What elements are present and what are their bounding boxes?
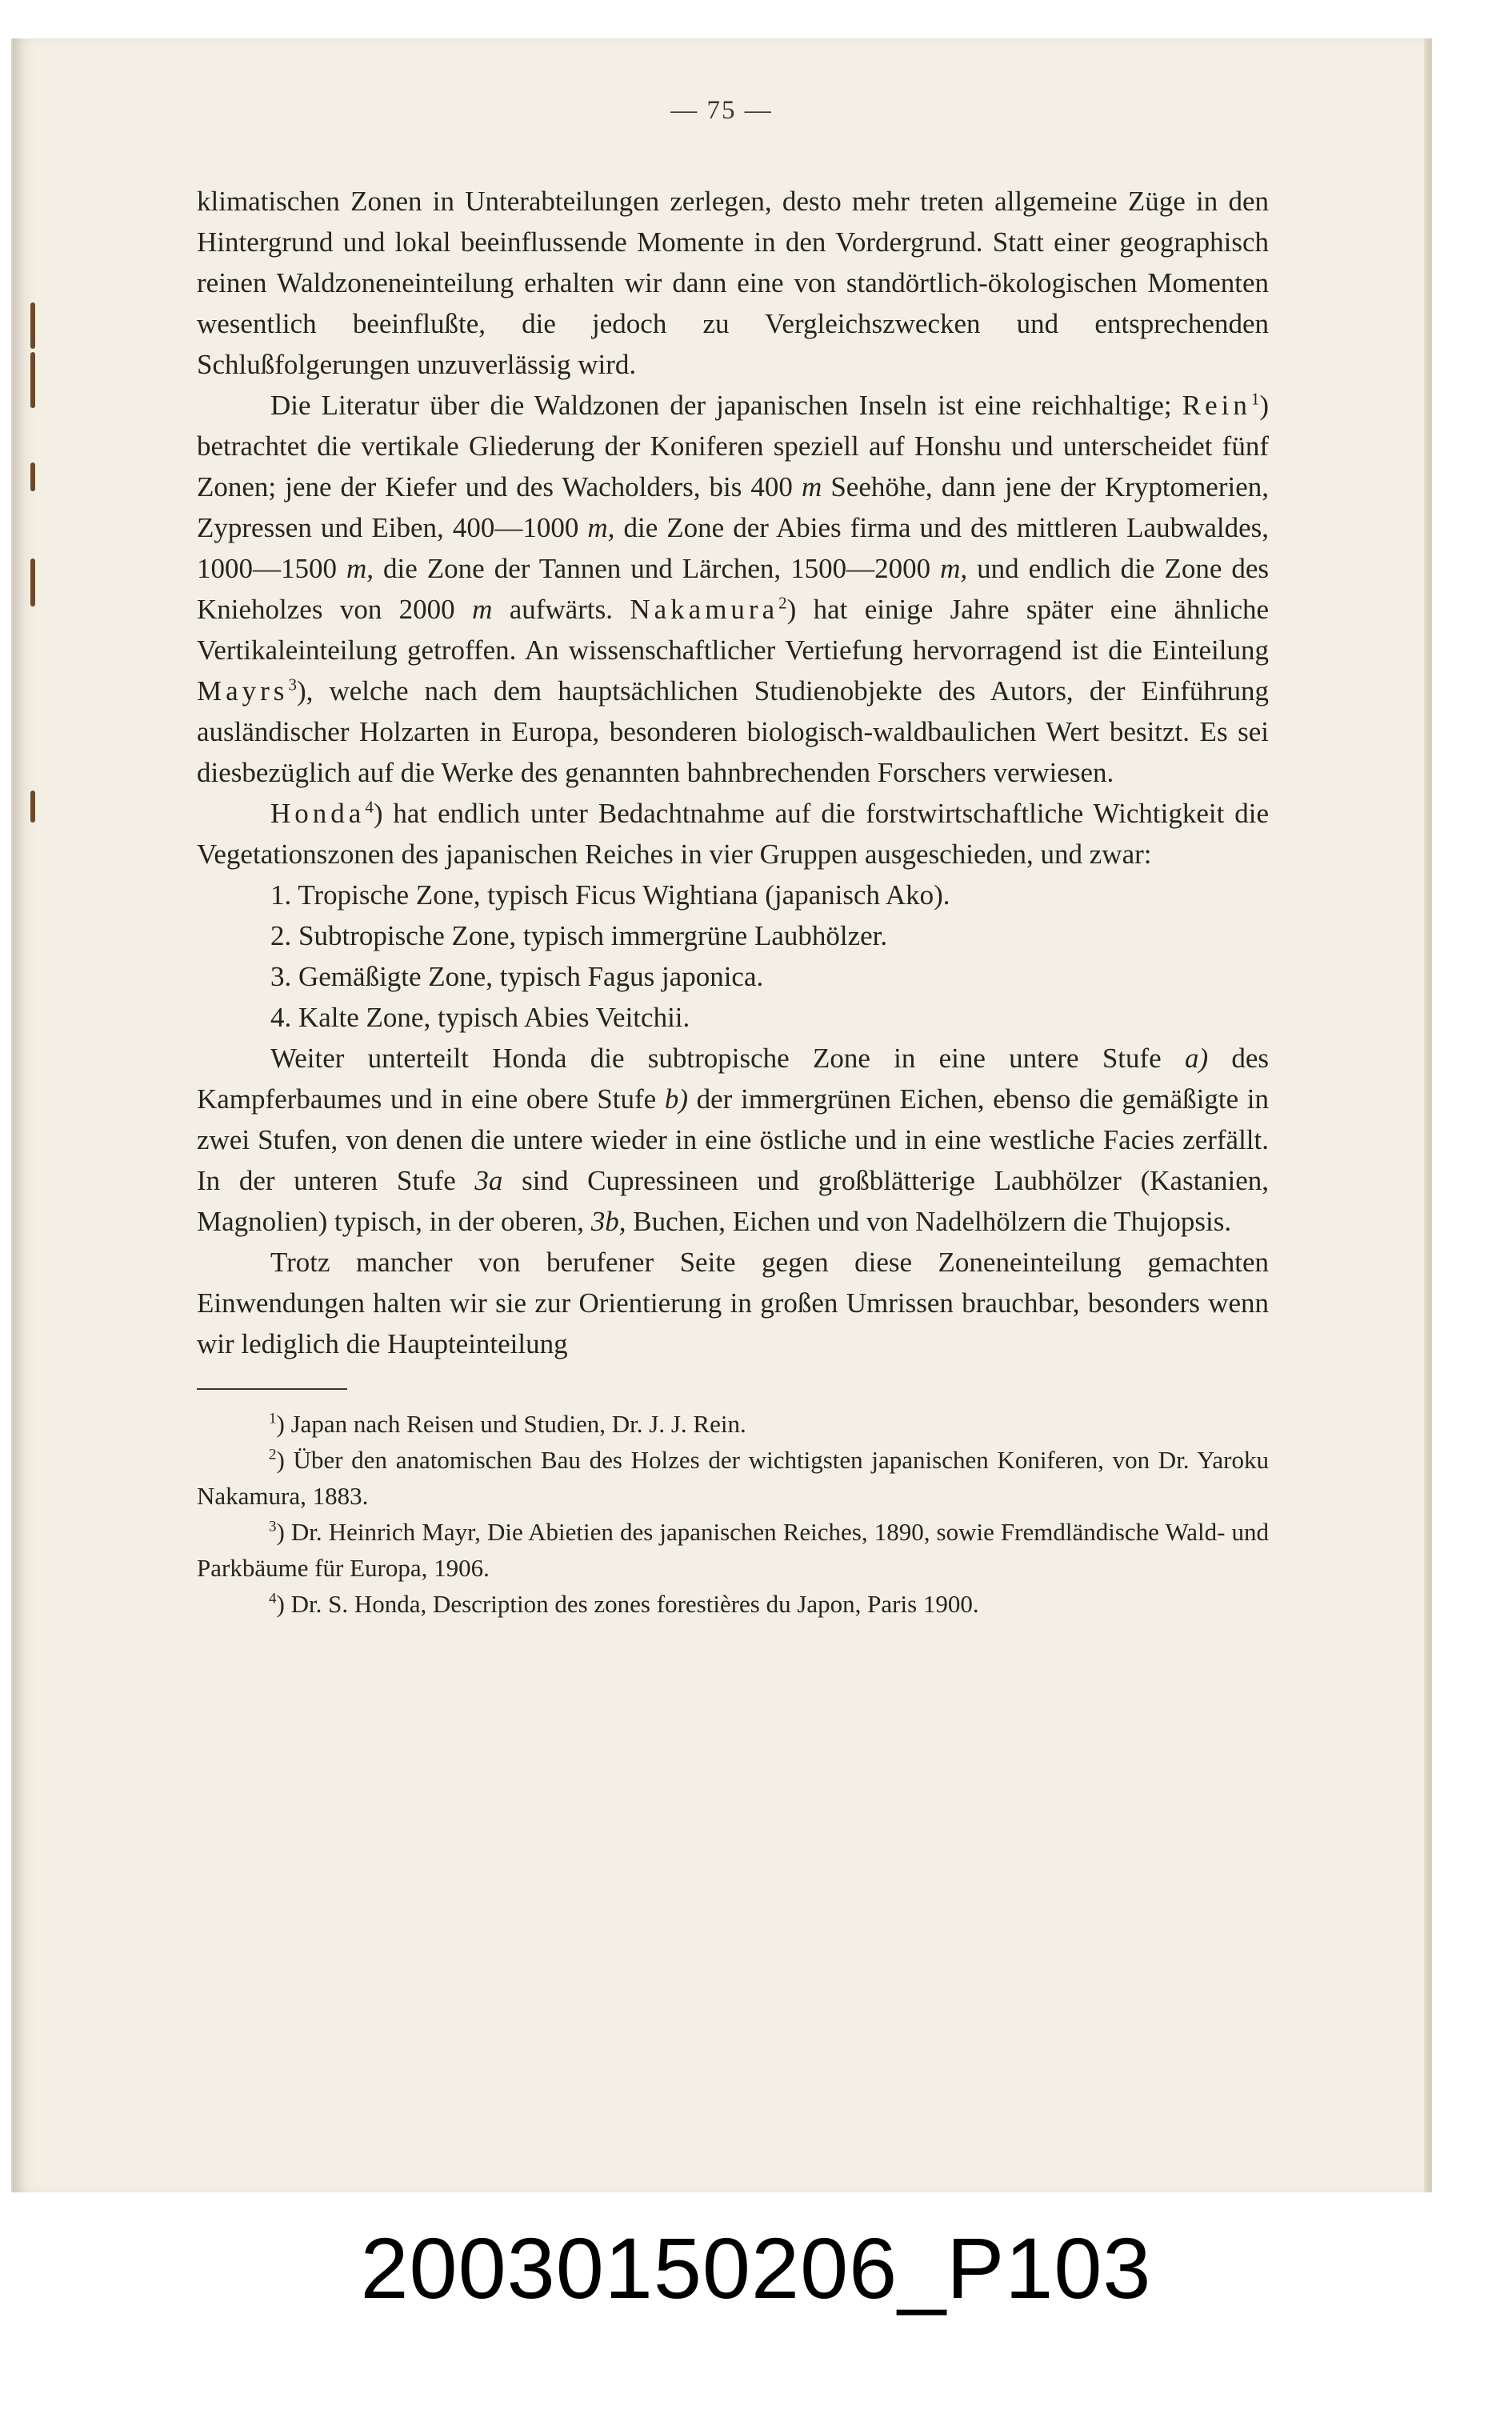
unit: m,: [940, 553, 968, 584]
footnote-mark: 1: [269, 1410, 277, 1427]
text-run: und endlich die Zone des Knieholzes von 2000: [197, 553, 1270, 625]
text-run: ), welche nach dem hauptsächlichen Studienobjekte des Autors, der Einführung ausländischer Holzarten in Europa, besonderen biologisch-waldbaulichen Wert besitzt. Es sei diesbezüglich auf die Werke des genannten bahnbrechenden Forschers verwiesen.: [197, 675, 1269, 788]
image-id-caption: 20030150206_P103: [360, 2220, 1152, 2316]
text-run: Die Literatur über die Waldzonen der japanischen Inseln ist eine reichhaltige;: [270, 390, 1172, 421]
text-run: die Zone der Tannen und Lärchen, 1500—2000: [383, 553, 931, 584]
author-name: Rein: [1182, 390, 1251, 421]
book-page: [11, 38, 1430, 2192]
stage-label: b): [664, 1083, 688, 1115]
text-run: Seehöhe, dann jene der Kryptomerien, Zypressen und Eiben, 400—1000: [197, 471, 1269, 543]
unit: m: [802, 471, 822, 502]
list-item: 1. Tropische Zone, typisch Ficus Wightiana (japanisch Ako).: [270, 879, 950, 911]
paragraph-5: Trotz mancher von berufener Seite gegen diese Zoneneinteilung gemachten Einwendungen halten wir sie zur Orientierung in großen Umrissen brauchbar, besonders wenn wir lediglich die Haupteinteilung: [197, 1247, 1269, 1359]
binding-mark: [30, 791, 35, 823]
stage-label: 3b,: [590, 1206, 626, 1237]
footnote-4: [197, 1586, 1269, 1622]
paragraph-4: [197, 1038, 1269, 1242]
body-text: [197, 181, 1269, 1622]
text-run: des Kampferbaumes und in eine obere Stufe: [197, 1043, 1270, 1115]
footnote-ref: 4: [365, 797, 374, 817]
list-item: 3. Gemäßigte Zone, typisch Fagus japonica.: [270, 961, 764, 992]
text-run: ) hat einige Jahre später eine ähnliche Vertikaleinteilung getroffen. An wissenschaftlicher Vertiefung hervorragend ist die Einteilung: [197, 594, 1270, 666]
footnote-divider: [197, 1388, 347, 1390]
binding-mark: [30, 558, 35, 607]
footnote-1: [197, 1406, 1269, 1442]
footnote-mark: 4: [269, 1590, 277, 1607]
text-run: der immergrünen Eichen, ebenso die gemäßigte in zwei Stufen, von denen die untere wieder in eine östliche und in eine westliche Facies zerfällt. In der unteren Stufe: [197, 1083, 1270, 1196]
text-run: ) hat endlich unter Bedachtnahme auf die forstwirtschaftliche Wichtigkeit die Vegetationszonen des japanischen Reiches in vier Gruppen ausgeschieden, und zwar:: [197, 798, 1269, 870]
page-edge: [1424, 38, 1430, 2192]
text-run: sind Cupressineen und großblätterige Laubhölzer (Kastanien, Magnolien) typisch, in der oberen,: [197, 1165, 1269, 1237]
footnote-3: [197, 1514, 1269, 1586]
stage-label: a): [1184, 1043, 1209, 1074]
paragraph-3: [197, 793, 1269, 875]
footnote-mark: 2: [269, 1446, 277, 1463]
text-run: die Zone der Abies firma und des mittleren Laubwaldes, 1000—1500: [197, 512, 1270, 584]
unit: m: [472, 594, 493, 625]
stage-label: 3a: [474, 1165, 503, 1196]
text-run: ) betrachtet die vertikale Gliederung der Koniferen speziell auf Honshu und unterscheidet fünf Zonen; jene der Kiefer und des Wacholders, bis 400: [197, 390, 1269, 502]
footnote-2: [197, 1442, 1269, 1514]
page-number: — 75 —: [670, 96, 773, 125]
footnote-text: ) Dr. Heinrich Mayr, Die Abietien des japanischen Reiches, 1890, sowie Fremdländische Wald- und Parkbäume für Europa, 1906.: [197, 1518, 1269, 1582]
author-name: Mayrs: [197, 675, 289, 707]
binding-mark: [30, 302, 35, 349]
footnote-text: ) Japan nach Reisen und Studien, Dr. J. J. Rein.: [276, 1410, 746, 1438]
footnote-ref: 1: [1250, 389, 1260, 409]
unit: m,: [587, 512, 615, 543]
list-item: 2. Subtropische Zone, typisch immergrüne Laubhölzer.: [270, 920, 888, 951]
footnote-ref: 2: [778, 593, 787, 613]
paragraph-2: [197, 385, 1269, 793]
zone-list: [197, 875, 1269, 1038]
unit: m,: [346, 553, 374, 584]
footnote-mark: 3: [269, 1518, 277, 1535]
footnote-ref: 3: [288, 675, 297, 695]
footnote-text: ) Dr. S. Honda, Description des zones forestières du Japon, Paris 1900.: [276, 1590, 979, 1618]
text-run: aufwärts.: [509, 594, 613, 625]
author-name: Honda: [270, 798, 366, 829]
text-run: Buchen, Eichen und von Nadelhölzern die Thujopsis.: [633, 1206, 1232, 1237]
footnote-text: ) Über den anatomischen Bau des Holzes der wichtigsten japanischen Koniferen, von Dr. Yaroku Nakamura, 1883.: [197, 1446, 1269, 1510]
list-item: 4. Kalte Zone, typisch Abies Veitchii.: [270, 1002, 690, 1033]
binding-mark: [30, 352, 35, 408]
author-name: Nakamura: [630, 594, 779, 625]
text-run: Weiter unterteilt Honda die subtropische Zone in eine untere Stufe: [270, 1043, 1162, 1074]
paragraph-1: klimatischen Zonen in Unterabteilungen zerlegen, desto mehr treten allgemeine Züge in den Hintergrund und lokal beeinflussende Momente in den Vordergrund. Statt einer geographisch reinen Waldzoneneinteilung erhalten wir dann eine von standörtlich-ökologischen Momenten wesentlich beeinflußte, die jedoch zu Vergleichszwecken und entsprechenden Schlußfolgerungen unzuverlässig wird.: [197, 186, 1269, 380]
binding-mark: [30, 462, 35, 491]
